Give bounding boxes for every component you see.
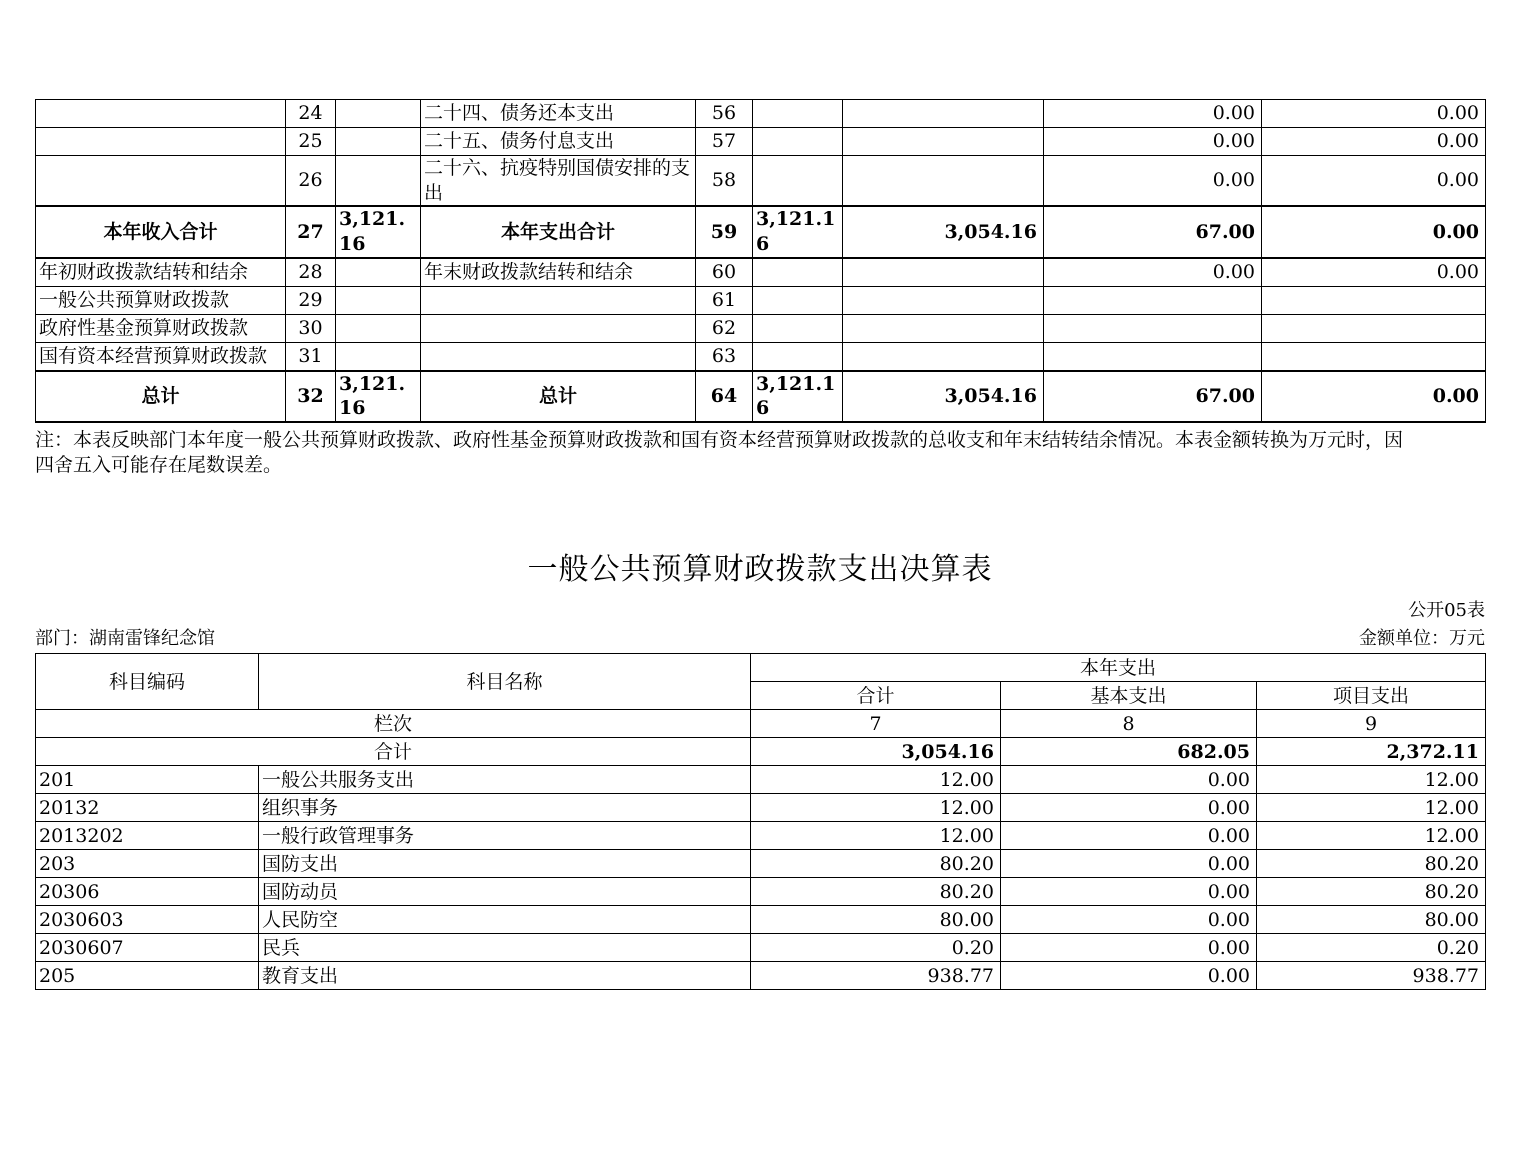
cell: 0.00 <box>1001 906 1257 934</box>
cell: 0.20 <box>1257 934 1486 962</box>
expense-header-row-1 <box>36 654 1486 682</box>
cell <box>36 100 286 128</box>
cell: 80.20 <box>751 850 1001 878</box>
cell: 0.00 <box>1262 206 1486 257</box>
cell <box>421 314 696 342</box>
cell: 67.00 <box>1044 206 1262 257</box>
cell: 0.00 <box>1262 156 1486 207</box>
cell: 20132 <box>36 794 259 822</box>
cell <box>753 314 843 342</box>
cell: 67.00 <box>1044 371 1262 422</box>
cell <box>753 258 843 287</box>
cell <box>336 156 421 207</box>
header-subject-name: 科目名称 <box>259 654 751 710</box>
cell: 31 <box>286 342 336 371</box>
cell: 0.00 <box>1001 878 1257 906</box>
summary-table <box>35 99 1486 423</box>
cell: 一般行政管理事务 <box>259 822 751 850</box>
cell: 80.00 <box>1257 906 1486 934</box>
cell: 58 <box>696 156 753 207</box>
column-index-8: 8 <box>1001 710 1257 738</box>
cell <box>1262 286 1486 314</box>
cell: 0.00 <box>1262 128 1486 156</box>
cell: 20306 <box>36 878 259 906</box>
cell: 0.00 <box>1001 962 1257 990</box>
cell <box>336 128 421 156</box>
table-row <box>36 258 1486 287</box>
cell: 民兵 <box>259 934 751 962</box>
cell: 0.00 <box>1262 100 1486 128</box>
table-row <box>36 794 1486 822</box>
table-row <box>36 934 1486 962</box>
cell: 国防支出 <box>259 850 751 878</box>
footnote-line1: 注：本表反映部门本年度一般公共预算财政拨款、政府性基金预算财政拨款和国有资本经营预算财政拨款的总收支和年末结转结余情况。本表金额转换为万元时，因 <box>35 429 1404 452</box>
cell <box>843 342 1044 371</box>
cell: 0.00 <box>1001 794 1257 822</box>
cell: 29 <box>286 286 336 314</box>
cell: 二十五、债务付息支出 <box>421 128 696 156</box>
cell: 62 <box>696 314 753 342</box>
grand-total-project: 2,372.11 <box>1257 738 1486 766</box>
header-project: 项目支出 <box>1257 682 1486 710</box>
cell: 年初财政拨款结转和结余 <box>36 258 286 287</box>
table-row <box>36 156 1486 207</box>
cell: 205 <box>36 962 259 990</box>
cell: 本年收入合计 <box>36 206 286 257</box>
table-meta-row <box>35 628 1485 650</box>
table-row <box>36 962 1486 990</box>
cell: 60 <box>696 258 753 287</box>
cell: 3,054.16 <box>843 206 1044 257</box>
cell: 2030607 <box>36 934 259 962</box>
cell: 12.00 <box>1257 822 1486 850</box>
cell <box>1262 314 1486 342</box>
cell: 80.20 <box>1257 850 1486 878</box>
cell: 一般公共预算财政拨款 <box>36 286 286 314</box>
cell <box>843 314 1044 342</box>
grand-total-sum: 3,054.16 <box>751 738 1001 766</box>
cell: 0.00 <box>1001 934 1257 962</box>
cell: 64 <box>696 371 753 422</box>
cell: 二十四、债务还本支出 <box>421 100 696 128</box>
table-row <box>36 822 1486 850</box>
expense-table <box>35 653 1486 990</box>
table-row <box>36 850 1486 878</box>
unit-label: 金额单位：万元 <box>1359 627 1485 649</box>
table-row <box>36 906 1486 934</box>
page-title: 一般公共预算财政拨款支出决算表 <box>527 552 993 588</box>
cell: 国防动员 <box>259 878 751 906</box>
table-footnote <box>35 428 1485 478</box>
table-row <box>36 766 1486 794</box>
table-row <box>36 128 1486 156</box>
header-year-expense: 本年支出 <box>751 654 1486 682</box>
cell: 27 <box>286 206 336 257</box>
cell <box>36 156 286 207</box>
cell: 3,121.16 <box>336 371 421 422</box>
cell <box>36 128 286 156</box>
cell: 一般公共服务支出 <box>259 766 751 794</box>
cell <box>421 286 696 314</box>
cell: 32 <box>286 371 336 422</box>
cell <box>1262 342 1486 371</box>
table-row <box>36 314 1486 342</box>
cell: 28 <box>286 258 336 287</box>
cell <box>753 128 843 156</box>
cell: 0.20 <box>751 934 1001 962</box>
table-row <box>36 371 1486 422</box>
cell <box>336 314 421 342</box>
cell: 2013202 <box>36 822 259 850</box>
cell <box>753 156 843 207</box>
cell <box>336 342 421 371</box>
cell: 3,121.16 <box>336 206 421 257</box>
cell: 938.77 <box>1257 962 1486 990</box>
header-subject-code: 科目编码 <box>36 654 259 710</box>
cell <box>843 100 1044 128</box>
page <box>0 99 1520 990</box>
cell: 总计 <box>36 371 286 422</box>
cell <box>1044 342 1262 371</box>
grand-total-basic: 682.05 <box>1001 738 1257 766</box>
cell: 938.77 <box>751 962 1001 990</box>
cell <box>843 286 1044 314</box>
cell: 30 <box>286 314 336 342</box>
cell: 25 <box>286 128 336 156</box>
cell: 0.00 <box>1044 258 1262 287</box>
cell: 0.00 <box>1044 128 1262 156</box>
cell: 0.00 <box>1044 156 1262 207</box>
cell <box>1044 314 1262 342</box>
table-row <box>36 342 1486 371</box>
table-row <box>36 100 1486 128</box>
column-index-row <box>36 710 1486 738</box>
cell: 3,121.16 <box>753 371 843 422</box>
cell: 24 <box>286 100 336 128</box>
cell: 教育支出 <box>259 962 751 990</box>
cell: 0.00 <box>1001 850 1257 878</box>
table-row <box>36 286 1486 314</box>
cell: 组织事务 <box>259 794 751 822</box>
cell: 年末财政拨款结转和结余 <box>421 258 696 287</box>
column-index-7: 7 <box>751 710 1001 738</box>
cell <box>336 258 421 287</box>
cell <box>421 342 696 371</box>
cell: 61 <box>696 286 753 314</box>
cell: 12.00 <box>1257 766 1486 794</box>
header-total: 合计 <box>751 682 1001 710</box>
cell: 12.00 <box>751 822 1001 850</box>
cell: 二十六、抗疫特别国债安排的支出 <box>421 156 696 207</box>
cell: 12.00 <box>751 766 1001 794</box>
cell: 国有资本经营预算财政拨款 <box>36 342 286 371</box>
column-index-label: 栏次 <box>36 710 751 738</box>
cell: 人民防空 <box>259 906 751 934</box>
cell: 57 <box>696 128 753 156</box>
cell <box>753 342 843 371</box>
cell: 12.00 <box>1257 794 1486 822</box>
cell: 2030603 <box>36 906 259 934</box>
cell: 政府性基金预算财政拨款 <box>36 314 286 342</box>
cell: 59 <box>696 206 753 257</box>
cell: 26 <box>286 156 336 207</box>
cell: 0.00 <box>1262 258 1486 287</box>
table-row <box>36 206 1486 257</box>
grand-total-label: 合计 <box>36 738 751 766</box>
cell: 201 <box>36 766 259 794</box>
footnote-line2: 四舍五入可能存在尾数误差。 <box>35 454 283 477</box>
cell: 80.00 <box>751 906 1001 934</box>
cell <box>843 258 1044 287</box>
cell: 本年支出合计 <box>421 206 696 257</box>
cell: 0.00 <box>1044 100 1262 128</box>
cell: 3,054.16 <box>843 371 1044 422</box>
cell: 3,121.16 <box>753 206 843 257</box>
cell <box>843 156 1044 207</box>
table-row <box>36 878 1486 906</box>
cell: 12.00 <box>751 794 1001 822</box>
cell: 80.20 <box>751 878 1001 906</box>
cell <box>1044 286 1262 314</box>
cell: 203 <box>36 850 259 878</box>
cell <box>753 286 843 314</box>
table-code: 公开05表 <box>1408 600 1485 622</box>
cell: 80.20 <box>1257 878 1486 906</box>
cell <box>336 100 421 128</box>
grand-total-row <box>36 738 1486 766</box>
cell: 56 <box>696 100 753 128</box>
cell: 总计 <box>421 371 696 422</box>
column-index-9: 9 <box>1257 710 1486 738</box>
cell: 0.00 <box>1262 371 1486 422</box>
cell: 0.00 <box>1001 822 1257 850</box>
cell <box>753 100 843 128</box>
department-label: 部门：湖南雷锋纪念馆 <box>35 627 215 649</box>
header-basic: 基本支出 <box>1001 682 1257 710</box>
cell <box>843 128 1044 156</box>
cell <box>336 286 421 314</box>
cell: 0.00 <box>1001 766 1257 794</box>
cell: 63 <box>696 342 753 371</box>
